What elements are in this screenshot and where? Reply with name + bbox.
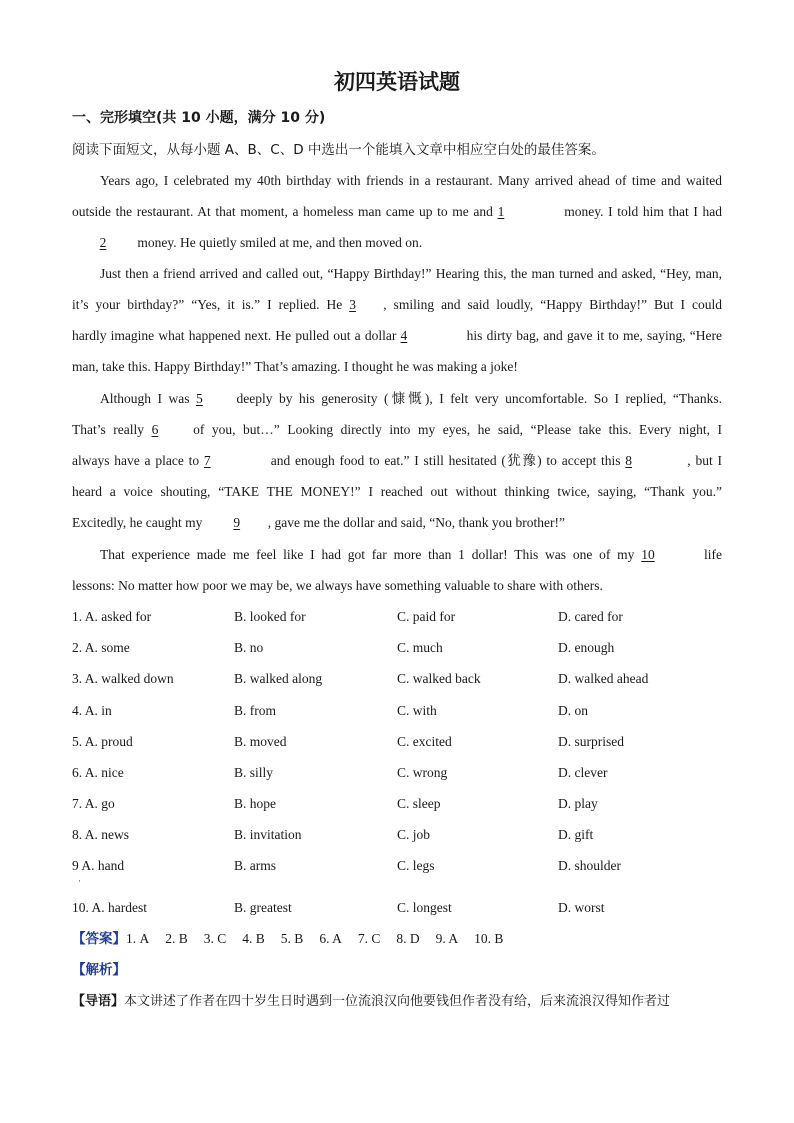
answer-item: 7. C <box>357 931 381 946</box>
answer-item: 10. B <box>474 931 504 946</box>
answer-line <box>72 930 519 948</box>
passage-text: , but I <box>687 453 723 468</box>
passage-text: life <box>704 547 722 562</box>
passage-line: Just then a friend arrived and called out, “Happy Birthday!” Hearing this, the man turned and asked, “Hey, man, <box>100 266 722 281</box>
passage-line: heard a voice shouting, “TAKE THE MONEY!” I reached out without thinking twice, saying, “Thank you.” <box>72 484 722 499</box>
answer-item: 5. B <box>280 931 304 946</box>
blank-6: 6 <box>151 422 159 437</box>
option-c: C. excited <box>397 734 452 749</box>
option-b: B. greatest <box>234 900 292 915</box>
option-a: 8. A. news <box>72 827 129 842</box>
option-c: C. walked back <box>397 671 481 686</box>
option-b: B. no <box>234 640 264 655</box>
option-c: C. sleep <box>397 796 441 811</box>
answer-label: 【答案】 <box>72 931 126 947</box>
passage-text: That experience made me feel like I had got far more than 1 dollar! This was one of my <box>100 547 635 562</box>
passage-text: money. I told him that I had <box>564 204 722 219</box>
option-c: C. with <box>397 703 437 718</box>
answer-item: 1. A <box>126 931 150 946</box>
analysis-line <box>72 961 126 979</box>
option-c: C. wrong <box>397 765 448 780</box>
passage-line: lessons: No matter how poor we may be, we always have something valuable to share with others. <box>72 578 603 593</box>
answer-item: 6. A <box>319 931 342 946</box>
passage-text: of you, but…” Looking directly into my eyes, he said, “Please take this. Every night, I <box>193 422 722 437</box>
passage-line: Years ago, I celebrated my 40th birthday with friends in a restaurant. Many arrived ahead of time and waited <box>100 173 722 188</box>
option-a: 5. A. proud <box>72 734 133 749</box>
answer-item: 9. A <box>435 931 459 946</box>
passage-line <box>72 546 722 564</box>
passage-text: outside the restaurant. At that moment, a homeless man came up to me and <box>72 204 493 219</box>
stray-mark: · <box>78 876 81 886</box>
option-b: B. from <box>234 703 276 718</box>
passage-line: man, take this. Happy Birthday!” That’s amazing. I thought he was making a joke! <box>72 359 518 374</box>
passage-line <box>72 327 722 345</box>
answer-item: 3. C <box>203 931 227 946</box>
option-b: B. silly <box>234 765 274 780</box>
option-d: D. walked ahead <box>558 671 649 686</box>
option-d: D. shoulder <box>558 858 621 873</box>
blank-7: 7 <box>203 453 211 468</box>
passage-text: Although I was <box>100 391 190 406</box>
option-d: D. gift <box>558 827 594 842</box>
option-b: B. looked for <box>234 609 306 624</box>
option-c: C. legs <box>397 858 435 873</box>
blank-1: 1 <box>497 204 505 219</box>
passage-line <box>72 234 422 252</box>
option-a: 4. A. in <box>72 703 112 718</box>
guide-text: 本文讲述了作者在四十岁生日时遇到一位流浪汉向他要钱但作者没有给，后来流浪汉得知作者过 <box>124 994 671 1009</box>
passage-text: and enough food to eat.” I still hesitated (犹豫) to accept this <box>270 453 621 468</box>
blank-3: 3 <box>349 297 356 312</box>
option-d: D. play <box>558 796 598 811</box>
option-d: D. surprised <box>558 734 624 749</box>
passage-line <box>72 452 722 470</box>
passage-text: Excitedly, he caught my <box>72 515 203 530</box>
guide-line <box>72 993 670 1011</box>
page-title: 初四英语试题 <box>334 70 460 94</box>
passage-text: it’s your birthday?” “Yes, it is.” I replied. He <box>72 297 343 312</box>
option-d: D. clever <box>558 765 608 780</box>
option-d: D. on <box>558 703 588 718</box>
option-a: 6. A. nice <box>72 765 124 780</box>
option-a: 7. A. go <box>72 796 115 811</box>
blank-5: 5 <box>196 391 203 406</box>
blank-9: 9 <box>233 515 241 530</box>
option-b: B. invitation <box>234 827 302 842</box>
option-d: D. worst <box>558 900 605 915</box>
passage-line <box>72 421 722 439</box>
instructions: 阅读下面短文，从每小题 A、B、C、D 中选出一个能填入文章中相应空白处的最佳答案。 <box>72 142 605 158</box>
option-d: D. cared for <box>558 609 623 624</box>
option-b: B. moved <box>234 734 287 749</box>
option-c: C. paid for <box>397 609 456 624</box>
passage-text: hardly imagine what happened next. He pulled out a dollar <box>72 328 397 343</box>
passage-text: always have a place to <box>72 453 200 468</box>
option-a: 10. A. hardest <box>72 900 147 915</box>
passage-text: That’s really <box>72 422 145 437</box>
option-d: D. enough <box>558 640 615 655</box>
option-c: C. much <box>397 640 443 655</box>
blank-2: 2 <box>99 235 107 250</box>
blank-4: 4 <box>400 328 408 343</box>
answer-item: 2. B <box>165 931 188 946</box>
answer-item: 8. D <box>396 931 420 946</box>
passage-text: , smiling and said loudly, “Happy Birthday!” But I could <box>383 297 722 312</box>
option-a: 1. A. asked for <box>72 609 152 624</box>
passage-line <box>72 514 565 532</box>
option-b: B. hope <box>234 796 276 811</box>
passage-text: his dirty bag, and gave it to me, saying, “Here <box>466 328 722 343</box>
passage-text: deeply by his generosity (慷慨), I felt very uncomfortable. So I replied, “Thanks. <box>236 391 722 406</box>
blank-10: 10 <box>641 547 655 562</box>
guide-label: 【导语】 <box>72 994 125 1009</box>
option-c: C. job <box>397 827 431 842</box>
option-a: 2. A. some <box>72 640 130 655</box>
passage-line <box>72 203 722 221</box>
analysis-label: 【解析】 <box>72 962 126 978</box>
option-b: B. arms <box>234 858 276 873</box>
option-a: 3. A. walked down <box>72 671 174 686</box>
option-c: C. longest <box>397 900 452 915</box>
passage-line <box>72 296 722 314</box>
section-heading: 一、完形填空(共 10 小题，满分 10 分) <box>72 110 326 126</box>
passage-line <box>72 390 722 408</box>
blank-8: 8 <box>625 453 633 468</box>
passage-text: money. He quietly smiled at me, and then moved on. <box>137 235 423 250</box>
answer-item: 4. B <box>242 931 265 946</box>
option-b: B. walked along <box>234 671 323 686</box>
option-a: 9 A. hand <box>72 858 125 873</box>
passage-text: , gave me the dollar and said, “No, thank you brother!” <box>267 515 565 530</box>
